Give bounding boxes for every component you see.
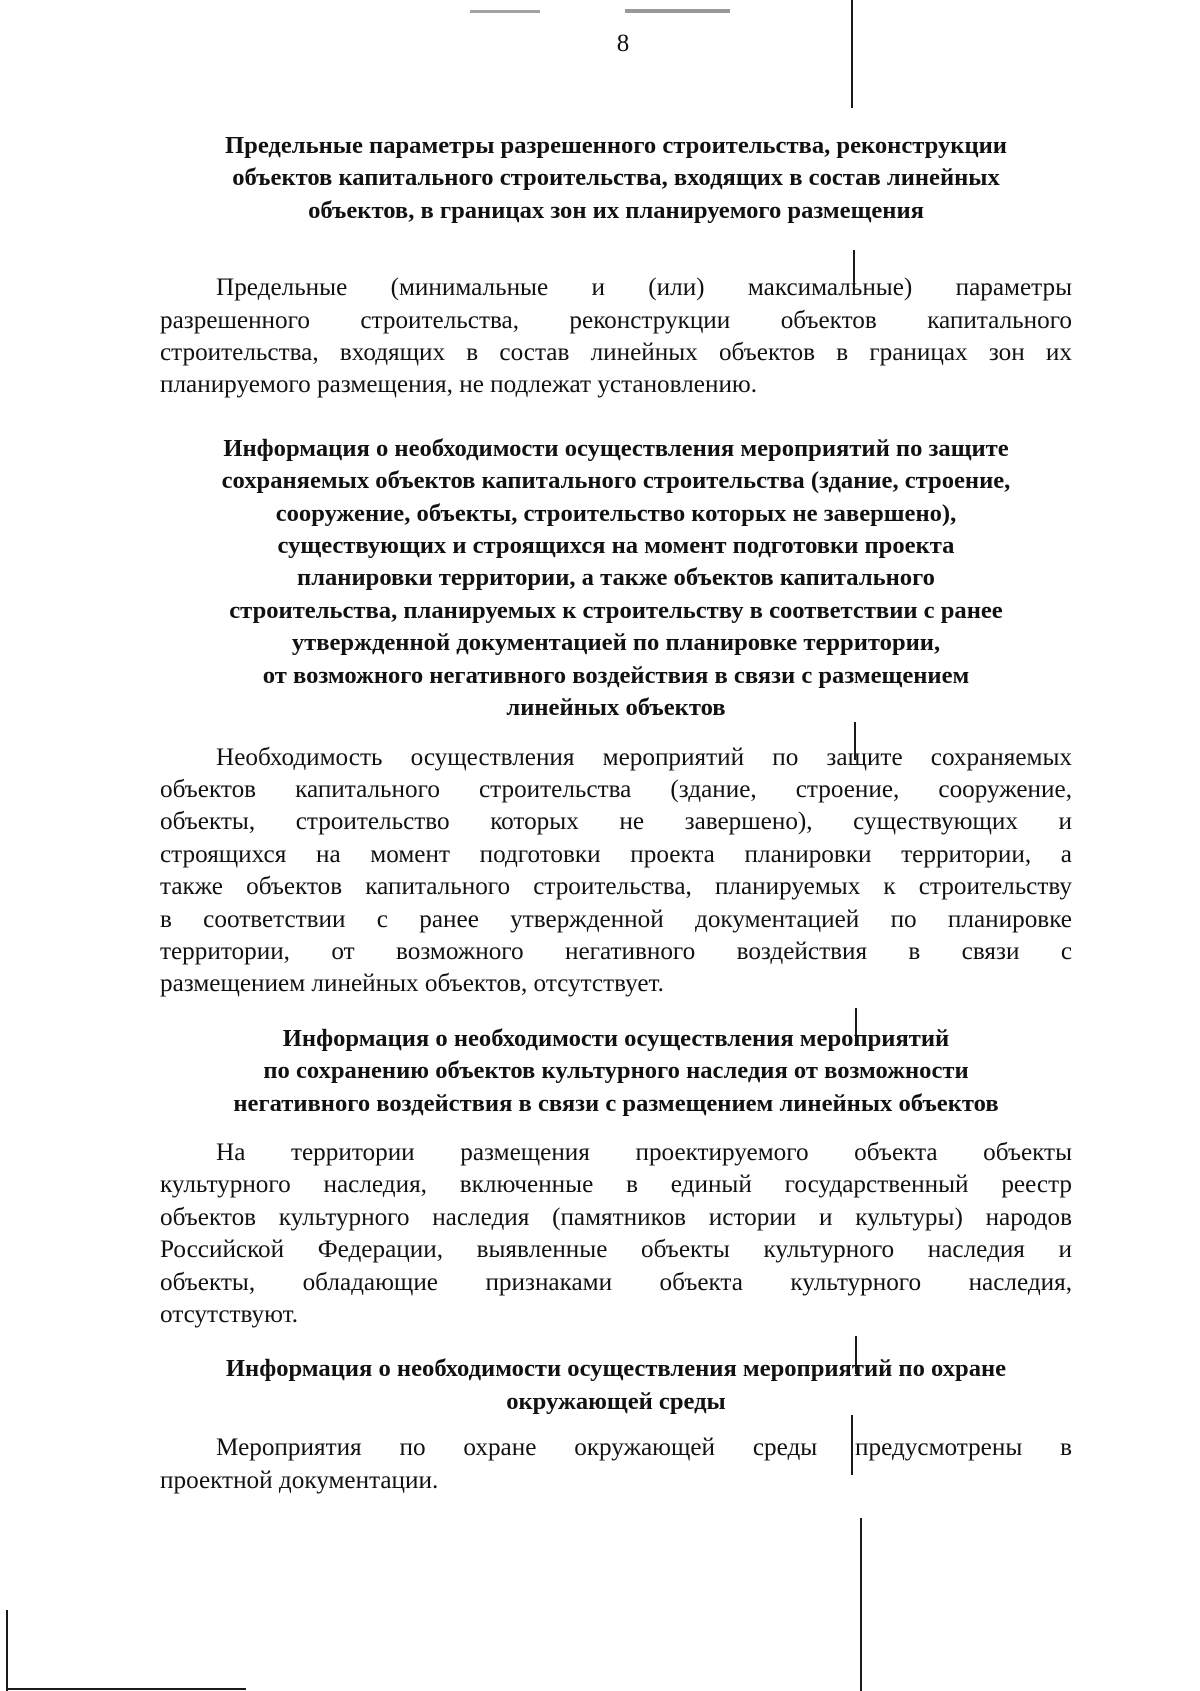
page-number: 8 [616, 30, 630, 57]
scan-line-right [860, 1518, 862, 1691]
paragraph-line: объектов капитального строительства (здание, строение, сооружение, [160, 775, 1072, 803]
scan-line-left [6, 1610, 8, 1691]
paragraph-line: строящихся на момент подготовки проекта планировки территории, а [160, 840, 1072, 868]
heading-line: сохраняемых объектов капитального строительства (здание, строение, [221, 467, 1011, 495]
heading-line: объектов, в границах зон их планируемого размещения [308, 196, 924, 224]
paragraph-line: размещением линейных объектов, отсутствует. [160, 970, 664, 998]
heading-line: планировки территории, а также объектов капитального [297, 564, 935, 592]
section-paragraph [160, 272, 1072, 402]
heading-line: объектов капитального строительства, входящих в состав линейных [232, 164, 1000, 192]
heading-line: от возможного негативного воздействия в связи с размещением [262, 661, 970, 689]
heading-line: окружающей среды [506, 1387, 726, 1415]
section-heading [160, 1023, 1072, 1120]
heading-line: сооружение, объекты, строительство которых не завершено), [275, 499, 957, 527]
heading-line: существующих и строящихся на момент подготовки проекта [277, 532, 955, 560]
scan-line-bottom [6, 1688, 246, 1690]
paragraph-line: культурного наследия, включенные в единый государственный реестр [160, 1171, 1072, 1199]
paragraph-line: Необходимость осуществления мероприятий по защите сохраняемых [216, 743, 1072, 771]
paragraph-line: На территории размещения проектируемого объекта объекты [216, 1138, 1072, 1166]
section-paragraph [160, 742, 1072, 1001]
heading-line: по сохранению объектов культурного наследия от возможности [263, 1057, 969, 1085]
paragraph-line: планируемого размещения, не подлежат установлению. [160, 371, 758, 399]
heading-line: утвержденной документацией по планировке территории, [291, 629, 941, 657]
document-body [160, 130, 1072, 1497]
paragraph-line: Предельные (минимальные и (или) максимальные) параметры [216, 274, 1072, 302]
section-paragraph [160, 1432, 1072, 1497]
paragraph-line: проектной документации. [160, 1466, 439, 1494]
section-heading [160, 433, 1072, 725]
heading-line: линейных объектов [506, 694, 726, 722]
scan-speck [625, 9, 730, 13]
paragraph-line: объекты, строительство которых не завершено), существующих и [160, 808, 1072, 836]
scan-speck [470, 10, 540, 13]
heading-line: Информация о необходимости осуществления мероприятий [282, 1024, 950, 1052]
paragraph-line: в соответствии с ранее утвержденной документацией по планировке [160, 905, 1072, 933]
section-heading [160, 1353, 1072, 1418]
heading-line: Информация о необходимости осуществления мероприятий по защите [223, 434, 1009, 462]
paragraph-line: разрешенного строительства, реконструкции объектов капитального [160, 306, 1072, 334]
paragraph-line: строительства, входящих в состав линейных объектов в границах зон их [160, 339, 1072, 367]
heading-line: негативного воздействия в связи с размещением линейных объектов [233, 1089, 999, 1117]
heading-line: Предельные параметры разрешенного строительства, реконструкции [225, 132, 1007, 159]
paragraph-line: Мероприятия по охране окружающей среды предусмотрены в [216, 1434, 1072, 1462]
heading-line: Информация о необходимости осуществления мероприятий по охране [225, 1355, 1007, 1383]
heading-line: строительства, планируемых к строительству в соответствии с ранее [229, 596, 1003, 624]
paragraph-line: территории, от возможного негативного воздействия в связи с [160, 937, 1072, 965]
section-heading [160, 130, 1072, 227]
section-paragraph [160, 1137, 1072, 1331]
paragraph-line: Российской Федерации, выявленные объекты культурного наследия и [160, 1236, 1072, 1264]
paragraph-line: отсутствуют. [160, 1301, 299, 1328]
paragraph-line: объекты, обладающие признаками объекта культурного наследия, [160, 1268, 1072, 1296]
paragraph-line: также объектов капитального строительства, планируемых к строительству [160, 873, 1072, 901]
paragraph-line: объектов культурного наследия (памятников истории и культуры) народов [160, 1203, 1072, 1231]
